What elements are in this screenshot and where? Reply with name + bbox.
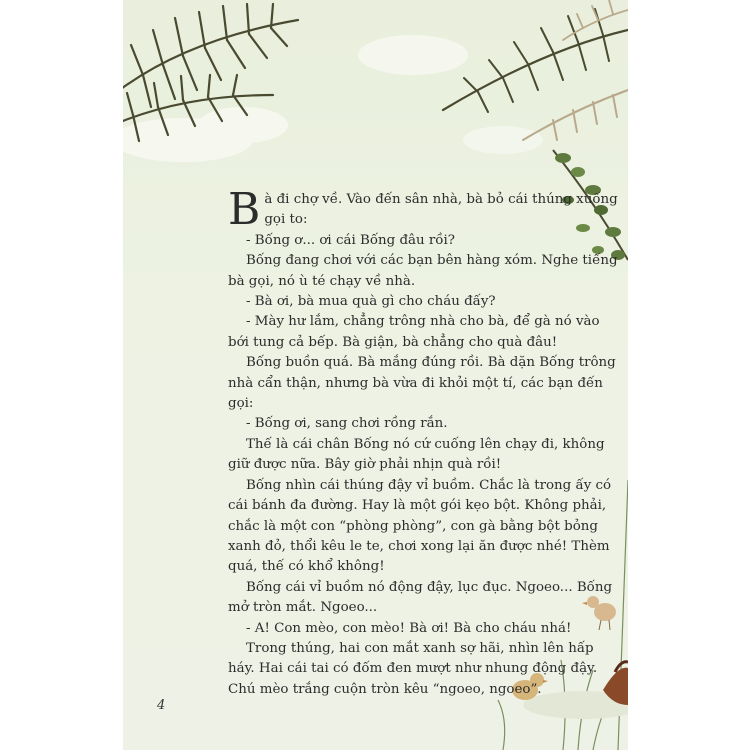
drop-cap: B bbox=[228, 184, 261, 235]
paragraph: Thế là cái chân Bống nó cứ cuống lên chạy đi, không giữ được nữa. Bây giờ phải nhịn quà rồi! bbox=[228, 436, 605, 473]
paragraph: Trong thúng, hai con mắt xanh sợ hãi, nhìn lên hấp háy. Hai cái tai có đốm đen mượt như nhung động đậy. Chú mèo trắng cuộn tròn kêu “ngoeo, ngoeo”. bbox=[228, 640, 598, 697]
paragraph: Bống buồn quá. Bà mắng đúng rồi. Bà dặn Bống trông nhà cẩn thận, nhưng bà vừa đi khỏi một tí, các bạn đến gọi: bbox=[228, 355, 616, 412]
paragraph: Bống nhìn cái thúng đậy vỉ buồm. Chắc là trong ấy có cái bánh đa đường. Hay là một gói kẹo bột. Không phải, chắc là một con “phòng phòng”, con gà bằng bột bỏng xanh đỏ, thổi kêu le te, chơi xong lại ăn được nhé! Thèm quá, thế có khổ không! bbox=[228, 477, 612, 575]
paragraph: Bống cái vỉ buồm nó động đậy, lục đục. Ngoeo... Bống mở tròn mắt. Ngoeo... bbox=[228, 579, 613, 616]
paragraph: - Mày hư lắm, chẳng trông nhà cho bà, để gà nó vào bới tung cả bếp. Bà giận, bà chẳng cho quà đâu! bbox=[228, 314, 600, 350]
cloud bbox=[358, 35, 468, 75]
cloud bbox=[198, 107, 288, 143]
book-page bbox=[123, 0, 628, 750]
story-text bbox=[228, 184, 618, 700]
paragraph: - Bống ơ... ơi cái Bống đâu rồi? bbox=[246, 232, 455, 248]
paragraph: - Bà ơi, bà mua quà gì cho cháu đấy? bbox=[246, 294, 496, 310]
paragraph-1: Bà đi chợ về. Vào đến sân nhà, bà bỏ cái thúng xuống gọi to: bbox=[228, 184, 618, 235]
palm-frond-right bbox=[443, 0, 628, 140]
paragraph: Bống đang chơi với các bạn bên hàng xóm. Nghe tiếng bà gọi, nó ù té chạy về nhà. bbox=[228, 253, 618, 289]
paragraph: - A! Con mèo, con mèo! Bà ơi! Bà cho cháu nhá! bbox=[246, 620, 572, 636]
paragraph: - Bống ơi, sang chơi rồng rắn. bbox=[246, 416, 448, 432]
cloud bbox=[463, 126, 543, 154]
page-number: 4 bbox=[157, 698, 166, 713]
